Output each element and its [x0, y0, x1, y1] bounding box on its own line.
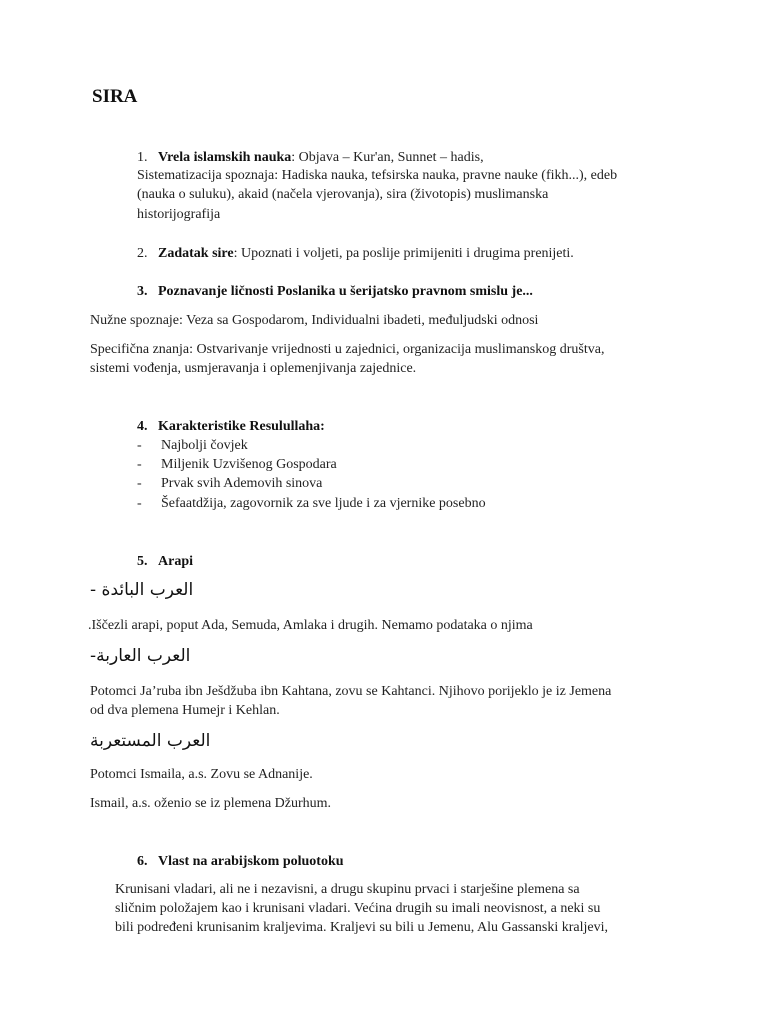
section-6-title: Vlast na arabijskom poluotoku: [158, 854, 344, 869]
section-3-heading: [137, 282, 533, 301]
section-6-line: Krunisani vladari, ali ne i nezavisni, a drugu skupinu prvaci i starješine plemena sa: [115, 882, 580, 897]
list-item-text: Prvak svih Ademovih sinova: [161, 476, 323, 491]
section-1-number: 1.: [137, 150, 148, 165]
section-1-title: Vrela islamskih nauka: [158, 150, 292, 165]
section-5-number: 5.: [137, 554, 148, 569]
section-3-paragraph: Specifična znanja: Ostvarivanje vrijednosti u zajednici, organizacija muslimanskog društva,: [90, 342, 605, 357]
section-5-paragraph: Ismail, a.s. oženio se iz plemena Džurhum.: [90, 796, 332, 811]
section-1-line: (nauka o suluku), akaid (načela vjerovanja), sira (životopis) muslimanska: [137, 187, 549, 202]
section-6-line: bili podređeni krunisanim kraljevima. Kraljevi su bili u Jemenu, Alu Gassanski kraljevi,: [115, 920, 609, 935]
section-2-heading: [137, 244, 574, 263]
list-item-text: Najbolji čovjek: [161, 438, 248, 453]
arabic-heading: العرب العاربة-: [90, 646, 191, 666]
list-item: [137, 436, 142, 455]
section-3-number: 3.: [137, 284, 148, 299]
list-bullet: -: [137, 476, 142, 491]
section-6-heading: [137, 852, 344, 871]
section-5-paragraph: Potomci Ja’ruba ibn Ješdžuba ibn Kahtana, zovu se Kahtanci. Njihovo porijeklo je iz Jemena: [90, 684, 612, 699]
list-bullet: -: [137, 457, 142, 472]
section-2-title: Zadatak sire: [158, 246, 234, 261]
section-6-line: sličnim položajem kao i krunisani vladari. Većina drugih su imali neovisnost, a neki su: [115, 901, 601, 916]
section-4-number: 4.: [137, 419, 148, 434]
list-item-text: Miljenik Uzvišenog Gospodara: [161, 457, 337, 472]
section-3-paragraph: Nužne spoznaje: Veza sa Gospodarom, Individualni ibadeti, međuljudski odnosi: [90, 313, 539, 328]
section-5-title: Arapi: [158, 554, 193, 569]
list-bullet: -: [137, 496, 142, 511]
section-1-text: : Objava – Kur'an, Sunnet – hadis,: [291, 150, 484, 165]
list-item: [137, 494, 142, 513]
section-6-number: 6.: [137, 854, 148, 869]
page-title: SIRA: [92, 86, 138, 107]
list-item: [137, 474, 142, 493]
section-3-title: Poznavanje ličnosti Poslanika u šerijatsko pravnom smislu je...: [158, 284, 533, 299]
list-bullet: -: [137, 438, 142, 453]
section-2-number: 2.: [137, 246, 148, 261]
section-2-text: : Upoznati i voljeti, pa poslije primijeniti i drugima prenijeti.: [233, 246, 574, 261]
section-4-heading: [137, 417, 325, 436]
list-item: [137, 455, 142, 474]
section-1-line: Sistematizacija spoznaja: Hadiska nauka, tefsirska nauka, pravne nauke (fikh...), edeb: [137, 168, 618, 183]
list-item-text: Šefaatdžija, zagovornik za sve ljude i za vjernike posebno: [161, 496, 486, 511]
section-3-paragraph: sistemi vođenja, usmjeravanja i oplemenjivanja zajednice.: [90, 361, 417, 376]
section-5-paragraph: .Iščezli arapi, poput Ada, Semuda, Amlaka i drugih. Nemamo podataka o njima: [88, 618, 533, 633]
section-1-heading: [137, 148, 484, 167]
section-5-paragraph: od dva plemena Humejr i Kehlan.: [90, 703, 280, 718]
section-5-heading: [137, 552, 193, 571]
section-1-line: historijografija: [137, 207, 221, 222]
section-4-title: Karakteristike Resulullaha:: [158, 419, 325, 434]
arabic-heading: العرب البائدة -: [90, 580, 194, 600]
arabic-heading: العرب المستعربة: [90, 731, 211, 751]
section-5-paragraph: Potomci Ismaila, a.s. Zovu se Adnanije.: [90, 767, 313, 782]
